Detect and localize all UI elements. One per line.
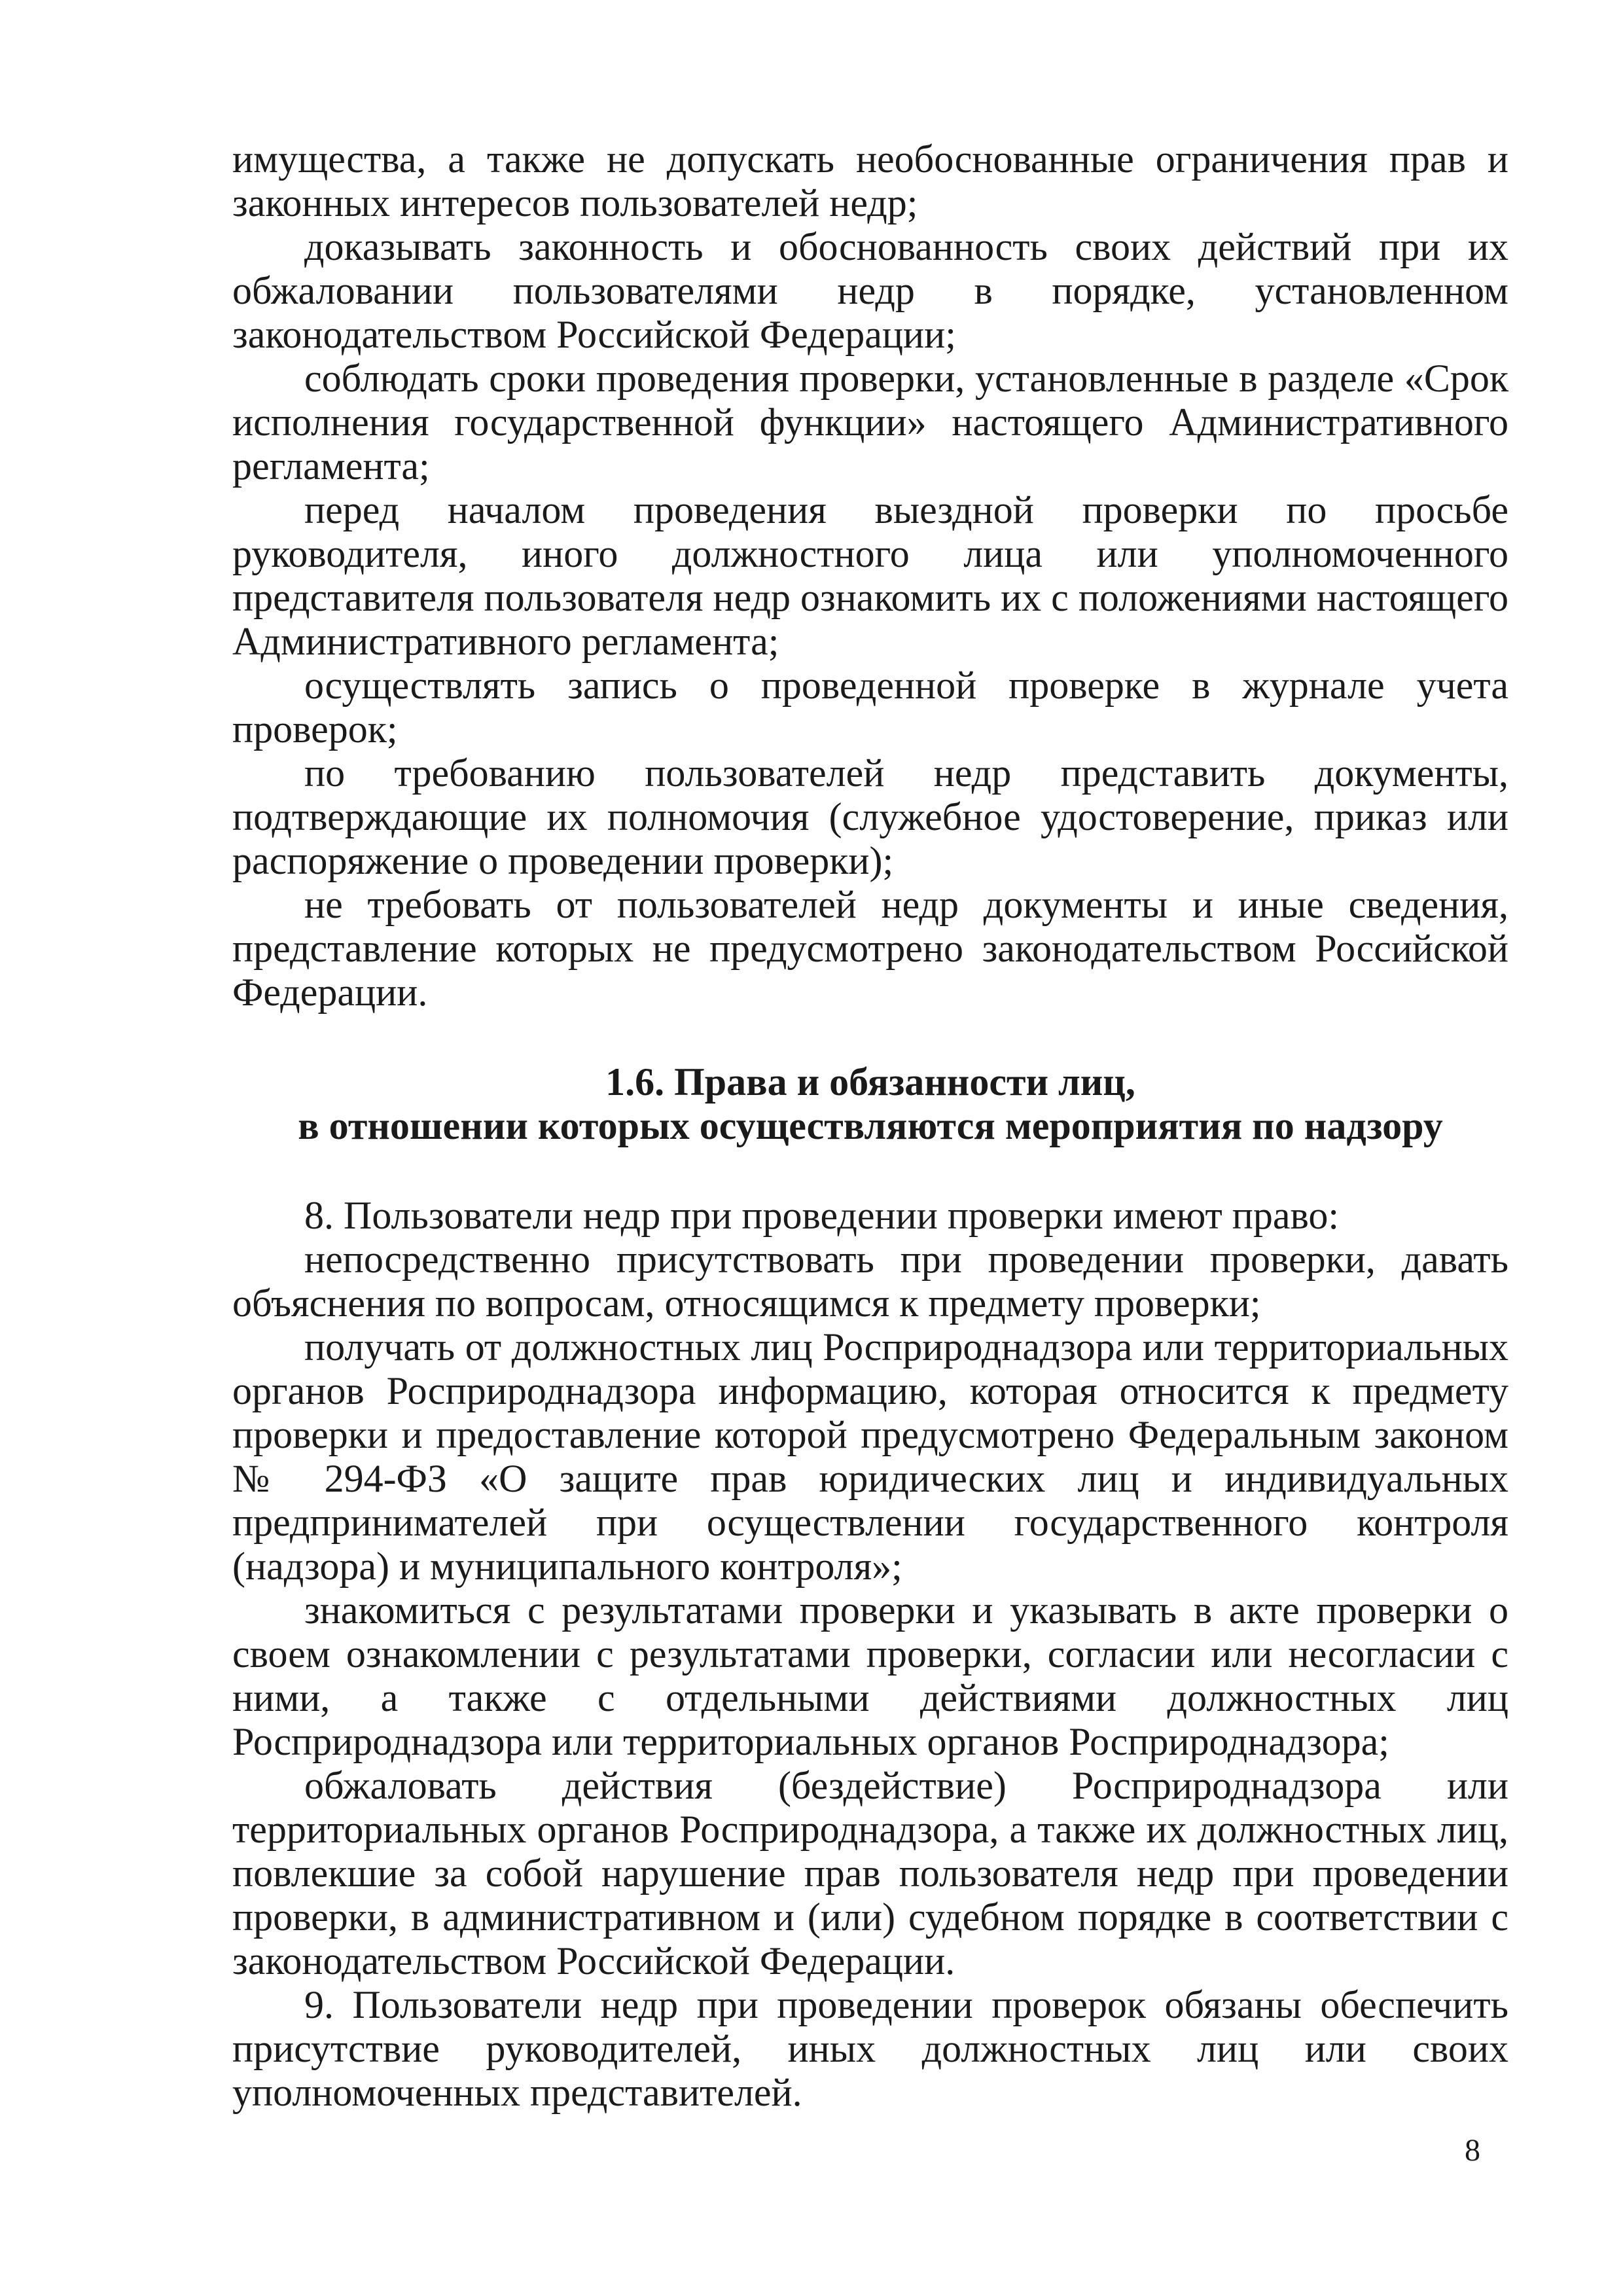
paragraph: 8. Пользователи недр при проведении проверки имеют право:	[304, 1194, 1340, 1237]
paragraph: обжаловать действия (бездействие) Росприроднадзора или территориальных органов Росприроднадзора, а также их должностных лиц, повлекшие за собой нарушение прав пользователя недр при проведении проверки, в административном и (или) судебном порядке в соответствии с законодательством Российской Федерации.	[232, 1764, 1508, 1982]
paragraph: знакомиться с результатами проверки и указывать в акте проверки о своем ознакомлении с результатами проверки, согласии или несогласии с ними, а также с отдельными действиями должностных лиц Росприроднадзора или территориальных органов Росприроднадзора;	[232, 1588, 1508, 1763]
section-heading-line: 1.6. Права и обязанности лиц,	[605, 1060, 1135, 1103]
document-page	[232, 137, 1508, 2115]
paragraph: перед началом проведения выездной проверки по просьбе руководителя, иного должностного лица или уполномоченного представителя пользователя недр ознакомить их с положениями настоящего Административного регламента;	[232, 488, 1508, 663]
section-heading-line: в отношении которых осуществляются мероприятия по надзору	[298, 1104, 1443, 1147]
paragraph: соблюдать сроки проведения проверки, установленные в разделе «Срок исполнения государственной функции» настоящего Административного регламента;	[232, 357, 1508, 488]
paragraph: непосредственно присутствовать при проведении проверки, давать объяснения по вопросам, относящимся к предмету проверки;	[232, 1238, 1508, 1325]
paragraph: доказывать законность и обоснованность своих действий при их обжаловании пользователями недр в порядке, установленном законодательством Российской Федерации;	[232, 225, 1508, 356]
page-number: 8	[1465, 2133, 1480, 2168]
paragraph: имущества, а также не допускать необоснованные ограничения прав и законных интересов пользователей недр;	[232, 137, 1508, 224]
section-heading	[232, 1060, 1508, 1148]
paragraph: по требованию пользователей недр представить документы, подтверждающие их полномочия (служебное удостоверение, приказ или распоряжение о проведении проверки);	[232, 751, 1508, 882]
paragraph: не требовать от пользователей недр документы и иные сведения, представление которых не предусмотрено законодательством Российской Федерации.	[232, 883, 1508, 1014]
paragraph: 9. Пользователи недр при проведении проверок обязаны обеспечить присутствие руководителей, иных должностных лиц или своих уполномоченных представителей.	[232, 1983, 1508, 2114]
paragraph: осуществлять запись о проведенной проверке в журнале учета проверок;	[232, 664, 1508, 751]
paragraph: получать от должностных лиц Росприроднадзора или территориальных органов Росприроднадзора информацию, которая относится к предмету проверки и предоставление которой предусмотрено Федеральным законом № 294-ФЗ «О защите прав юридических лиц и индивидуальных предпринимателей при осуществлении государственного контроля (надзора) и муниципального контроля»;	[232, 1325, 1508, 1588]
